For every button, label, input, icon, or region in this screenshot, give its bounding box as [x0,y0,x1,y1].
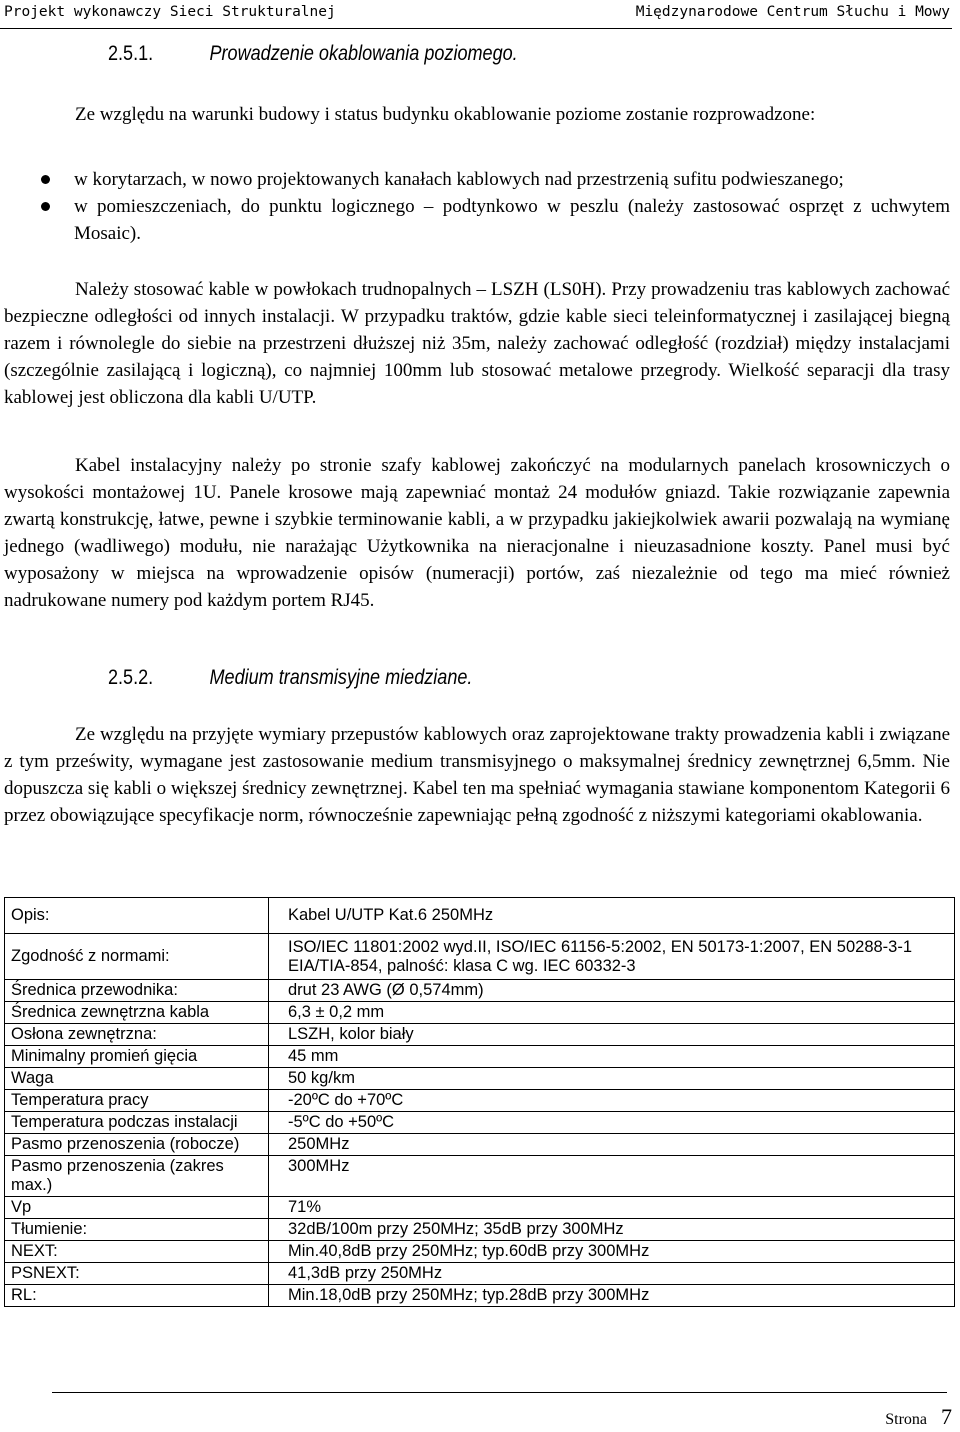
list-item [0,166,950,193]
section-title: Prowadzenie okablowania poziomego. [209,42,518,65]
cabling-route-list [0,166,950,247]
spec-label: Osłona zewnętrzna: [5,1024,269,1046]
spec-value: 300MHz [269,1156,955,1197]
spec-value: 41,3dB przy 250MHz [269,1263,955,1285]
spec-label: PSNEXT: [5,1263,269,1285]
spec-value: Min.18,0dB przy 250MHz; typ.28dB przy 300MHz [269,1285,955,1307]
table-row [5,1134,955,1156]
spec-value: Min.40,8dB przy 250MHz; typ.60dB przy 300MHz [269,1241,955,1263]
page-number: 7 [941,1404,952,1429]
table-row [5,934,955,980]
spec-value: 45 mm [269,1046,955,1068]
spec-label: Pasmo przenoszenia (zakres max.) [5,1156,269,1197]
copper-medium-paragraph: Ze względu na przyjęte wymiary przepustów kablowych oraz zaprojektowane trakty prowadzenia kabli i związane z tym prześwity, wymagane jest zastosowanie medium transmisyjnego o maksymalnej średnicy zewnętrznej 6,5mm. Nie dopuszcza się kabli o większej średnicy zewnętrznej. Kabel ten ma spełniać wymagania stawiane komponentom Kategorii 6 przez obowiązujące specyfikacje norm, równocześnie zapewniając pełną zgodność z niższymi kategoriami okablowania. [4,724,950,826]
table-row [5,1197,955,1219]
table-row [5,1263,955,1285]
list-item-text: w korytarzach, w nowo projektowanych kanałach kablowych nad przestrzenią sufitu podwieszanego; [74,169,844,190]
cable-spec-table [4,897,955,1307]
spec-label: Pasmo przenoszenia (robocze) [5,1134,269,1156]
spec-label: Zgodność z normami: [5,934,269,980]
spec-label: RL: [5,1285,269,1307]
spec-label: Średnica przewodnika: [5,980,269,1002]
spec-value: ISO/IEC 11801:2002 wyd.II, ISO/IEC 61156-5:2002, EN 50173-1:2007, EN 50288-3-1 EIA/TIA-854, palność: klasa C wg. IEC 60332-3 [269,934,955,980]
section-heading-2-5-1 [108,42,518,66]
running-header [0,0,952,29]
spec-value: drut 23 AWG (Ø 0,574mm) [269,980,955,1002]
table-row [5,898,955,934]
bullet-icon [41,202,50,211]
footer-divider [52,1392,947,1393]
table-row [5,1002,955,1024]
page-footer [885,1404,952,1430]
section-heading-2-5-2 [108,666,472,690]
list-item [0,193,950,247]
section-title: Medium transmisyjne miedziane. [209,666,473,689]
spec-value: 250MHz [269,1134,955,1156]
list-item-text: w pomieszczeniach, do punktu logicznego – podtynkowo w peszlu (należy zastosować osprzęt z uchwytem Mosaic). [74,196,950,244]
section-intro-paragraph: Ze względu na warunki budowy i status budynku okablowanie poziome zostanie rozprowadzone: [75,104,816,125]
spec-label: NEXT: [5,1241,269,1263]
spec-value: Kabel U/UTP Kat.6 250MHz [269,898,955,934]
table-row [5,1241,955,1263]
spec-label: Tłumienie: [5,1219,269,1241]
spec-label: Temperatura pracy [5,1090,269,1112]
spec-value: 71% [269,1197,955,1219]
table-row [5,1046,955,1068]
spec-label: Minimalny promień gięcia [5,1046,269,1068]
spec-label: Waga [5,1068,269,1090]
spec-label: Średnica zewnętrzna kabla [5,1002,269,1024]
table-row [5,1112,955,1134]
patch-panel-paragraph: Kabel instalacyjny należy po stronie szafy kablowej zakończyć na modularnych panelach krosowniczych o wysokości montażowej 1U. Panele krosowe mają zapewniać montaż 24 modułów gniazd. Takie rozwiązanie zapewnia zwartą konstrukcję, łatwe, pewne i szybkie terminowanie kabli, a w przypadku jakiejkolwiek awarii pozwalają na wymianę jednego (wadliwego) modułu, nie narażając Użytkownika na nieracjonalne i nieuzasadnione koszty. Panel musi być wyposażony w miejsca na wprowadzenie opisów (numeracji) portów, zaś niezależnie od tego ma mieć również nadrukowane numery pod każdym portem RJ45. [4,455,950,611]
section-number: 2.5.1. [108,42,154,65]
table-row [5,1090,955,1112]
table-row [5,1219,955,1241]
section-number: 2.5.2. [108,666,154,689]
spec-value: 50 kg/km [269,1068,955,1090]
spec-value: -5ºC do +50ºC [269,1112,955,1134]
spec-value: LSZH, kolor biały [269,1024,955,1046]
table-row [5,1068,955,1090]
spec-value: 32dB/100m przy 250MHz; 35dB przy 300MHz [269,1219,955,1241]
header-project-title: Projekt wykonawczy Sieci Strukturalnej [4,4,336,20]
page-label: Strona [885,1411,927,1428]
table-row [5,1285,955,1307]
spec-value: 6,3 ± 0,2 mm [269,1002,955,1024]
spec-value: -20ºC do +70ºC [269,1090,955,1112]
spec-label: Vp [5,1197,269,1219]
table-row [5,980,955,1002]
cable-separation-paragraph: Należy stosować kable w powłokach trudnopalnych – LSZH (LS0H). Przy prowadzeniu tras kablowych zachować bezpieczne odległości od innych instalacji. W przypadku traktów, gdzie kable sieci teleinformatycznej i zasilającej biegną razem i równolegle do siebie na przestrzeni dłuższej niż 35m, należy zachować odległość (rozdział) między instalacjami (szczególnie zasilającą i logiczną), co najmniej 100mm lub stosować metalowe przegrody. Wielkość separacji dla trasy kablowej jest obliczona dla kabli U/UTP. [4,279,950,408]
spec-label: Opis: [5,898,269,934]
table-row [5,1024,955,1046]
header-institution: Międzynarodowe Centrum Słuchu i Mowy [635,4,950,20]
spec-label: Temperatura podczas instalacji [5,1112,269,1134]
table-row [5,1156,955,1197]
bullet-icon [41,175,50,184]
